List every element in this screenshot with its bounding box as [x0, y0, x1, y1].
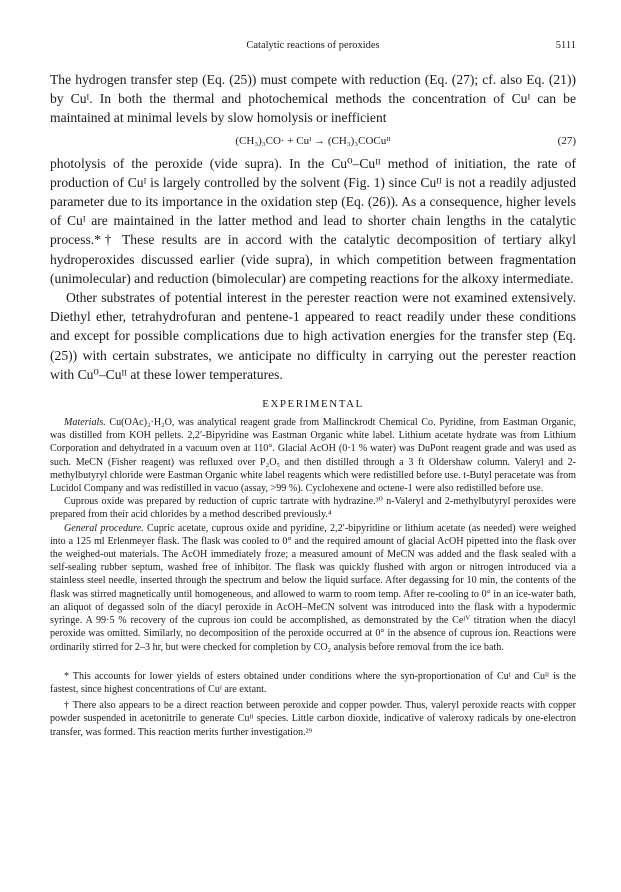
footnote-asterisk: * This accounts for lower yields of esters obtained under conditions where the syn-proportionation of Cuᴵ and Cuᴵᴵ is the fastest, since highest concentrations of Cuᴵ are extant.	[50, 670, 576, 695]
paragraph-general-procedure	[50, 522, 576, 654]
paragraph-other-substrates: Other substrates of potential interest in the perester reaction were not examined extensively. Diethyl ether, tetrahydrofuran and pentene-1 appeared to react readily under these conditions and except for possible complications due to high activation energies for the transfer step (Eq. (25)) with certain substrates, we anticipate no difficulty in carrying out the perester reaction with Cu⁰–Cuᴵᴵ at these lower temperatures.	[50, 290, 576, 382]
paragraph-photolysis: photolysis of the peroxide (vide supra). In the Cu⁰–Cuᴵᴵ method of initiation, the rate of production of Cuᴵ is largely controlled by the solvent (Fig. 1) since Cuᴵᴵ is not a readily adjusted parameter due to its importance in the oxidation step (Eq. (26)). As a consequence, higher levels of Cuᴵ are maintained in the latter method and lead to shorter chain lengths in the catalytic process.*† These results are in accord with the catalytic decomposition of tertiary alkyl hydroperoxides discussed earlier (vide supra), in which competition between fragmentation (unimolecular) and reduction (bimolecular) are competing reactions for the alkoxy intermediate.	[50, 155, 576, 286]
page-number: 5111	[555, 40, 576, 51]
paragraph-cuprous-oxide: Cuprous oxide was prepared by reduction of cupric tartrate with hydrazine.³⁰ n-Valeryl and 2-methylbutyryl peroxides were prepared from their acid chlorides by a method described previously.⁴	[50, 496, 576, 521]
equation-number: (27)	[557, 134, 576, 147]
paragraph-materials	[50, 416, 576, 495]
materials-text: Cu(OAc)₂·H₂O, was analytical reagent grade from Mallinckrodt Chemical Co. Pyridine, from Eastman Organic, was distilled from KOH pellets. 2,2′-Bipyridine was Eastman Organic white label. Lithium acetate hydrate was from Lithium Corporation and dehydrated in a vacuum oven at 110°. Glacial AcOH (0·1 % water) was DuPont reagent grade and was used as such. MeCN (Fisher reagent) was refluxed over P₂O₅ and then distilled through a 3 ft Oldershaw column. Valeryl and 2-methylbutyryl chloride were Eastman Organic white label reagents which were redistilled before use. t-Butyl peracetate was from Lucidol Company and was redistilled in vacuo (assay, >99 %). Cyclohexene and octene-1 were also redistilled before use.	[50, 417, 576, 495]
section-heading-experimental: EXPERIMENTAL	[262, 398, 364, 411]
running-head	[50, 40, 576, 56]
equation-27	[50, 130, 576, 152]
page	[50, 40, 576, 742]
footnotes	[50, 670, 576, 739]
procedure-lead: General procedure.	[64, 522, 144, 534]
equation-expression: (CH₃)₃CO· + Cuᴵ → (CH₃)₃COCuᴵᴵ	[235, 134, 391, 147]
running-title: Catalytic reactions of peroxides	[246, 40, 380, 51]
paragraph-hydrogen-transfer: The hydrogen transfer step (Eq. (25)) must compete with reduction (Eq. (27); cf. also Eq. (21)) by Cuᴵ. In both the thermal and photochemical methods the concentration of Cuᴵ can be maintained at minimal levels by slow homolysis or inefficient	[50, 72, 576, 126]
procedure-text: Cupric acetate, cuprous oxide and pyridine, 2,2′-bipyridine or lithium acetate (as needed) were weighed into a 125 ml Erlenmeyer flask. The flask was cooled to 0° and the required amount of glacial AcOH pipetted into the flask over the weighed-out materials. The AcOH immediately froze; a measured amount of MeCN was added and the flask sealed with a self-sealing rubber septum, washed free of inhibitor. The flask was quickly flushed with argon or nitrogen introduced via a stainless steel needle, inserted through the spectrum and below the liquid surface. After degassing for 10 min, the contents of the flask was stirred magnetically until homogeneous, and allowed to warm to room temp. After re-cooling to 0° in an ice-water bath, an aliquot of degassed soln of the diacyl peroxide in AcOH–MeCN solvent was introduced into the flask with a hypodermic syringe. A 99·5 % recovery of the cuprous ion could be accomplished, as demonstrated by the Ceᴵⱽ titration when the diacyl peroxide was omitted. Similarly, no decomposition of the peroxide occurred at 0° in the absence of cuprous ion. Reactions were ordinarily stirred for 2–3 hr, but were checked for completion by CO₂ analysis before removal from the ice bath.	[50, 522, 576, 653]
materials-lead: Materials.	[64, 417, 106, 429]
footnote-dagger: † There also appears to be a direct reaction between peroxide and copper powder. Thus, valeryl peroxide reacts with copper powder suspended in acetonitrile to generate Cuᴵᴵ species. Little carbon dioxide, indicative of valeroxy radicals by one-electron transfer, was formed. This reaction merits further investigation.²⁹	[50, 700, 576, 738]
